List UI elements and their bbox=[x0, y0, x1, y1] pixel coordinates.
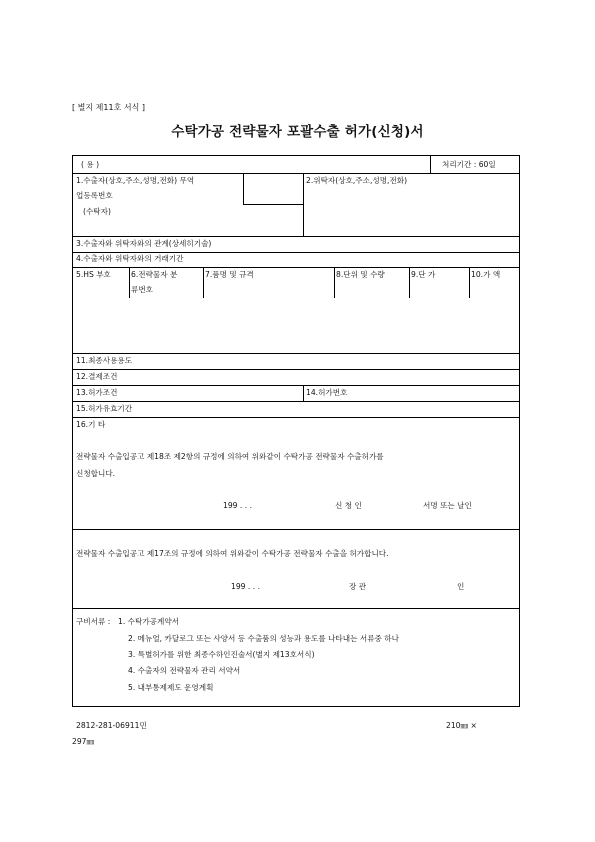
field-3-relationship: 3.수출자와 위탁자와의 관계(상세히기술) bbox=[76, 239, 212, 248]
field-1-line3: (수탁자) bbox=[83, 207, 111, 216]
field-6-classification: 6.전략물자 분 bbox=[131, 270, 178, 279]
field-8-unit-quantity: 8.단위 및 수량 bbox=[336, 270, 385, 279]
registration-box-bottom bbox=[243, 204, 303, 205]
form-table bbox=[72, 155, 520, 707]
col-divider bbox=[409, 267, 410, 298]
field-1-exporter: 1.수출자(상호,주소,성명,전화) 무역 bbox=[76, 176, 195, 185]
field-15-validity-period: 15.허가유효기간 bbox=[76, 404, 133, 413]
row-divider bbox=[73, 236, 519, 237]
paper-size-height: 297㎜ bbox=[72, 737, 95, 746]
required-documents-label: 구비서류 : bbox=[76, 617, 111, 626]
row-divider bbox=[73, 353, 519, 354]
row-divider bbox=[73, 369, 519, 370]
field-16-other: 16.기 타 bbox=[76, 420, 106, 429]
row-divider bbox=[73, 608, 519, 609]
field-10-amount: 10.가 액 bbox=[471, 270, 501, 279]
field-14-license-number: 14.허가번호 bbox=[306, 388, 348, 397]
col-divider bbox=[334, 267, 335, 298]
col-divider bbox=[203, 267, 204, 298]
application-statement-2: 신청합니다. bbox=[76, 469, 116, 478]
col-divider bbox=[303, 385, 304, 401]
field-11-end-use: 11.최종사용용도 bbox=[76, 356, 133, 365]
col-divider bbox=[129, 267, 130, 298]
document-item: 4. 수출자의 전략물자 관리 서약서 bbox=[128, 666, 241, 675]
document-item: 2. 메뉴얼, 카달로그 또는 사양서 등 수출품의 성능과 용도를 나타내는 서류중 하나 bbox=[128, 634, 399, 643]
row-divider bbox=[73, 385, 519, 386]
field-6-line2: 류번호 bbox=[131, 285, 154, 294]
row-divider bbox=[73, 529, 519, 530]
form-reference: [ 별지 제11호 서식 ] bbox=[72, 103, 145, 112]
application-date: 199 . . . bbox=[223, 501, 252, 510]
row-divider bbox=[73, 252, 519, 253]
col-divider bbox=[303, 173, 304, 236]
field-1-line2: 업등록번호 bbox=[76, 191, 113, 200]
paper-size-width: 210㎜ × bbox=[446, 721, 477, 730]
document-item: 1. 수탁가공계약서 bbox=[118, 617, 180, 626]
application-statement: 전략물자 수출입공고 제18조 제2항의 규정에 의하여 위와같이 수탁가공 전략물자 수출허가를 bbox=[76, 452, 384, 461]
minister-label: 장 관 bbox=[349, 582, 367, 591]
col-divider bbox=[243, 173, 244, 204]
applicant-label: 신 청 인 bbox=[335, 501, 362, 510]
document-item: 3. 특별허가를 위한 최종수하인진술서(별지 제13호서식) bbox=[128, 650, 315, 659]
col-divider bbox=[469, 267, 470, 298]
usage-type-label: ( 용 ) bbox=[81, 160, 100, 169]
signature-label: 서명 또는 날인 bbox=[423, 501, 472, 510]
field-2-consignor: 2.위탁자(상호,주소,성명,전화) bbox=[306, 176, 408, 185]
approval-statement: 전략물자 수출입공고 제17조의 규정에 의하여 위와같이 수탁가공 전략물자 수출을 허가합니다. bbox=[76, 549, 389, 558]
row-divider bbox=[73, 267, 519, 268]
field-7-item-spec: 7.품명 및 규격 bbox=[205, 270, 254, 279]
seal-label: 인 bbox=[457, 582, 465, 591]
row-divider bbox=[73, 173, 519, 174]
field-9-unit-price: 9.단 가 bbox=[411, 270, 436, 279]
field-4-trade-period: 4.수출자와 위탁자와의 거래기간 bbox=[76, 254, 184, 263]
document-title: 수탁가공 전략물자 포괄수출 허가(신청)서 bbox=[171, 124, 424, 140]
field-13-license-conditions: 13.허가조건 bbox=[76, 388, 118, 397]
row-divider bbox=[73, 417, 519, 418]
field-12-payment-terms: 12.결제조건 bbox=[76, 372, 118, 381]
field-5-hs-code: 5.HS 부호 bbox=[76, 270, 111, 279]
approval-date: 199 . . . bbox=[231, 582, 260, 591]
col-divider bbox=[430, 156, 431, 173]
form-code: 2812-281-06911민 bbox=[76, 721, 147, 730]
document-item: 5. 내부통제제도 운영계획 bbox=[128, 683, 214, 692]
row-divider bbox=[73, 401, 519, 402]
processing-period: 처리기간 : 60일 bbox=[442, 160, 496, 169]
